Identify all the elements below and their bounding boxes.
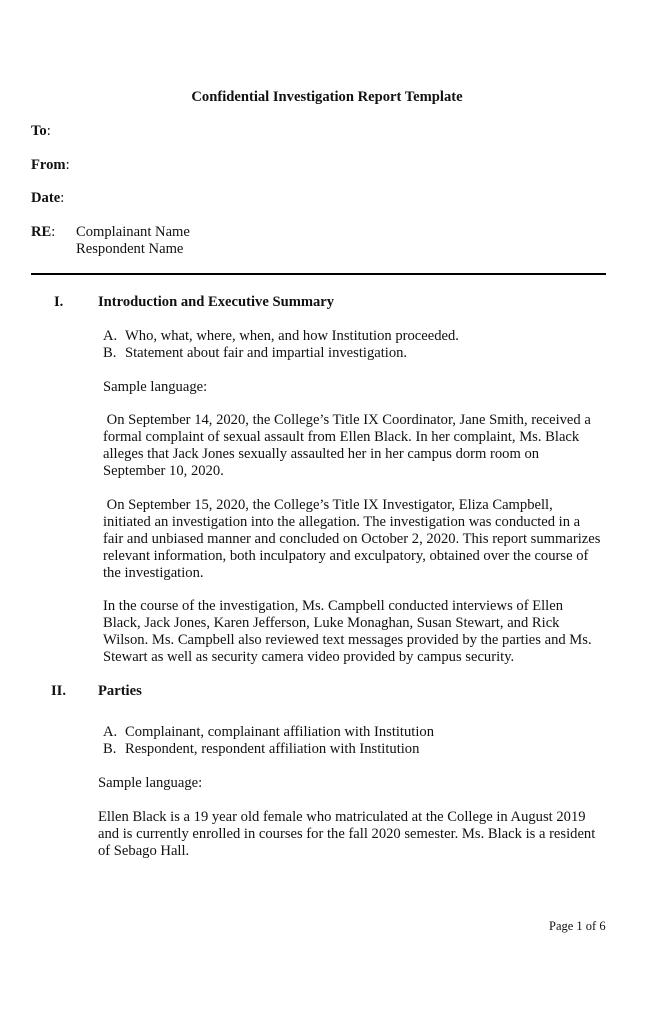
section-1-paragraph-1 <box>103 412 591 480</box>
document-title: Confidential Investigation Report Template <box>191 89 463 105</box>
section-1-list-marker-b: B. <box>103 345 117 361</box>
date-label: Date <box>31 190 61 206</box>
paragraph-line: of Sebago Hall. <box>98 843 190 859</box>
date-row <box>31 190 64 207</box>
paragraph-line: Stewart as well as security camera video provided by campus security. <box>103 649 515 665</box>
section-1-list-marker-a: A. <box>103 328 118 344</box>
re-colon: : <box>51 224 56 240</box>
paragraph-line: and is currently enrolled in courses for the fall 2020 semester. Ms. Black is a resident <box>98 826 596 842</box>
section-2-sample-label: Sample language: <box>98 775 203 791</box>
paragraph-line: September 10, 2020. <box>103 463 224 479</box>
section-1-sample-label: Sample language: <box>103 379 208 395</box>
to-row <box>31 123 51 140</box>
paragraph-line: On September 14, 2020, the College’s Title IX Coordinator, Jane Smith, received a <box>103 412 591 428</box>
section-2-heading: Parties <box>98 683 142 699</box>
section-2-paragraph-1 <box>98 809 595 860</box>
header-divider <box>31 273 606 275</box>
paragraph-line: Ellen Black is a 19 year old female who matriculated at the College in August 2019 <box>98 809 586 825</box>
from-row <box>31 157 70 174</box>
paragraph-line: relevant information, both inculpatory and exculpatory, obtained over the course of <box>103 548 589 564</box>
section-1-paragraph-3 <box>103 598 592 666</box>
to-colon: : <box>46 123 51 139</box>
paragraph-line: Wilson. Ms. Campbell also reviewed text messages provided by the parties and Ms. <box>103 632 592 648</box>
from-colon: : <box>65 157 70 173</box>
paragraph-line: Black, Jack Jones, Karen Jefferson, Luke Monaghan, Susan Stewart, and Rick <box>103 615 560 631</box>
section-1-heading: Introduction and Executive Summary <box>98 294 335 310</box>
paragraph-line: fair and unbiased manner and concluded on October 2, 2020. This report summarizes <box>103 531 601 547</box>
paragraph-line: the investigation. <box>103 565 204 581</box>
paragraph-line: alleges that Jack Jones sexually assaulted her in her campus dorm room on <box>103 446 540 462</box>
section-1-list-item-b: Statement about fair and impartial investigation. <box>125 345 408 361</box>
section-1-numeral: I. <box>54 294 64 310</box>
from-label: From <box>31 157 66 173</box>
page-number: Page 1 of 6 <box>549 919 606 933</box>
section-2-list-item-b: Respondent, respondent affiliation with Institution <box>125 741 420 757</box>
section-1-list-item-a: Who, what, where, when, and how Institution proceeded. <box>125 328 459 344</box>
re-respondent-name: Respondent Name <box>76 241 184 257</box>
re-row <box>31 224 55 241</box>
section-1-paragraph-2 <box>103 497 600 582</box>
to-label: To <box>31 123 47 139</box>
re-label: RE <box>31 224 52 240</box>
section-2-list-item-a: Complainant, complainant affiliation with Institution <box>125 724 434 740</box>
paragraph-line: In the course of the investigation, Ms. Campbell conducted interviews of Ellen <box>103 598 563 614</box>
paragraph-line: initiated an investigation into the allegation. The investigation was conducted in a <box>103 514 581 530</box>
re-complainant-name: Complainant Name <box>76 224 190 240</box>
paragraph-line: formal complaint of sexual assault from Ellen Black. In her complaint, Ms. Black <box>103 429 580 445</box>
date-colon: : <box>60 190 65 206</box>
section-2-list-marker-a: A. <box>103 724 118 740</box>
paragraph-line: On September 15, 2020, the College’s Title IX Investigator, Eliza Campbell, <box>103 497 553 513</box>
section-2-numeral: II. <box>51 683 67 699</box>
section-2-list-marker-b: B. <box>103 741 117 757</box>
